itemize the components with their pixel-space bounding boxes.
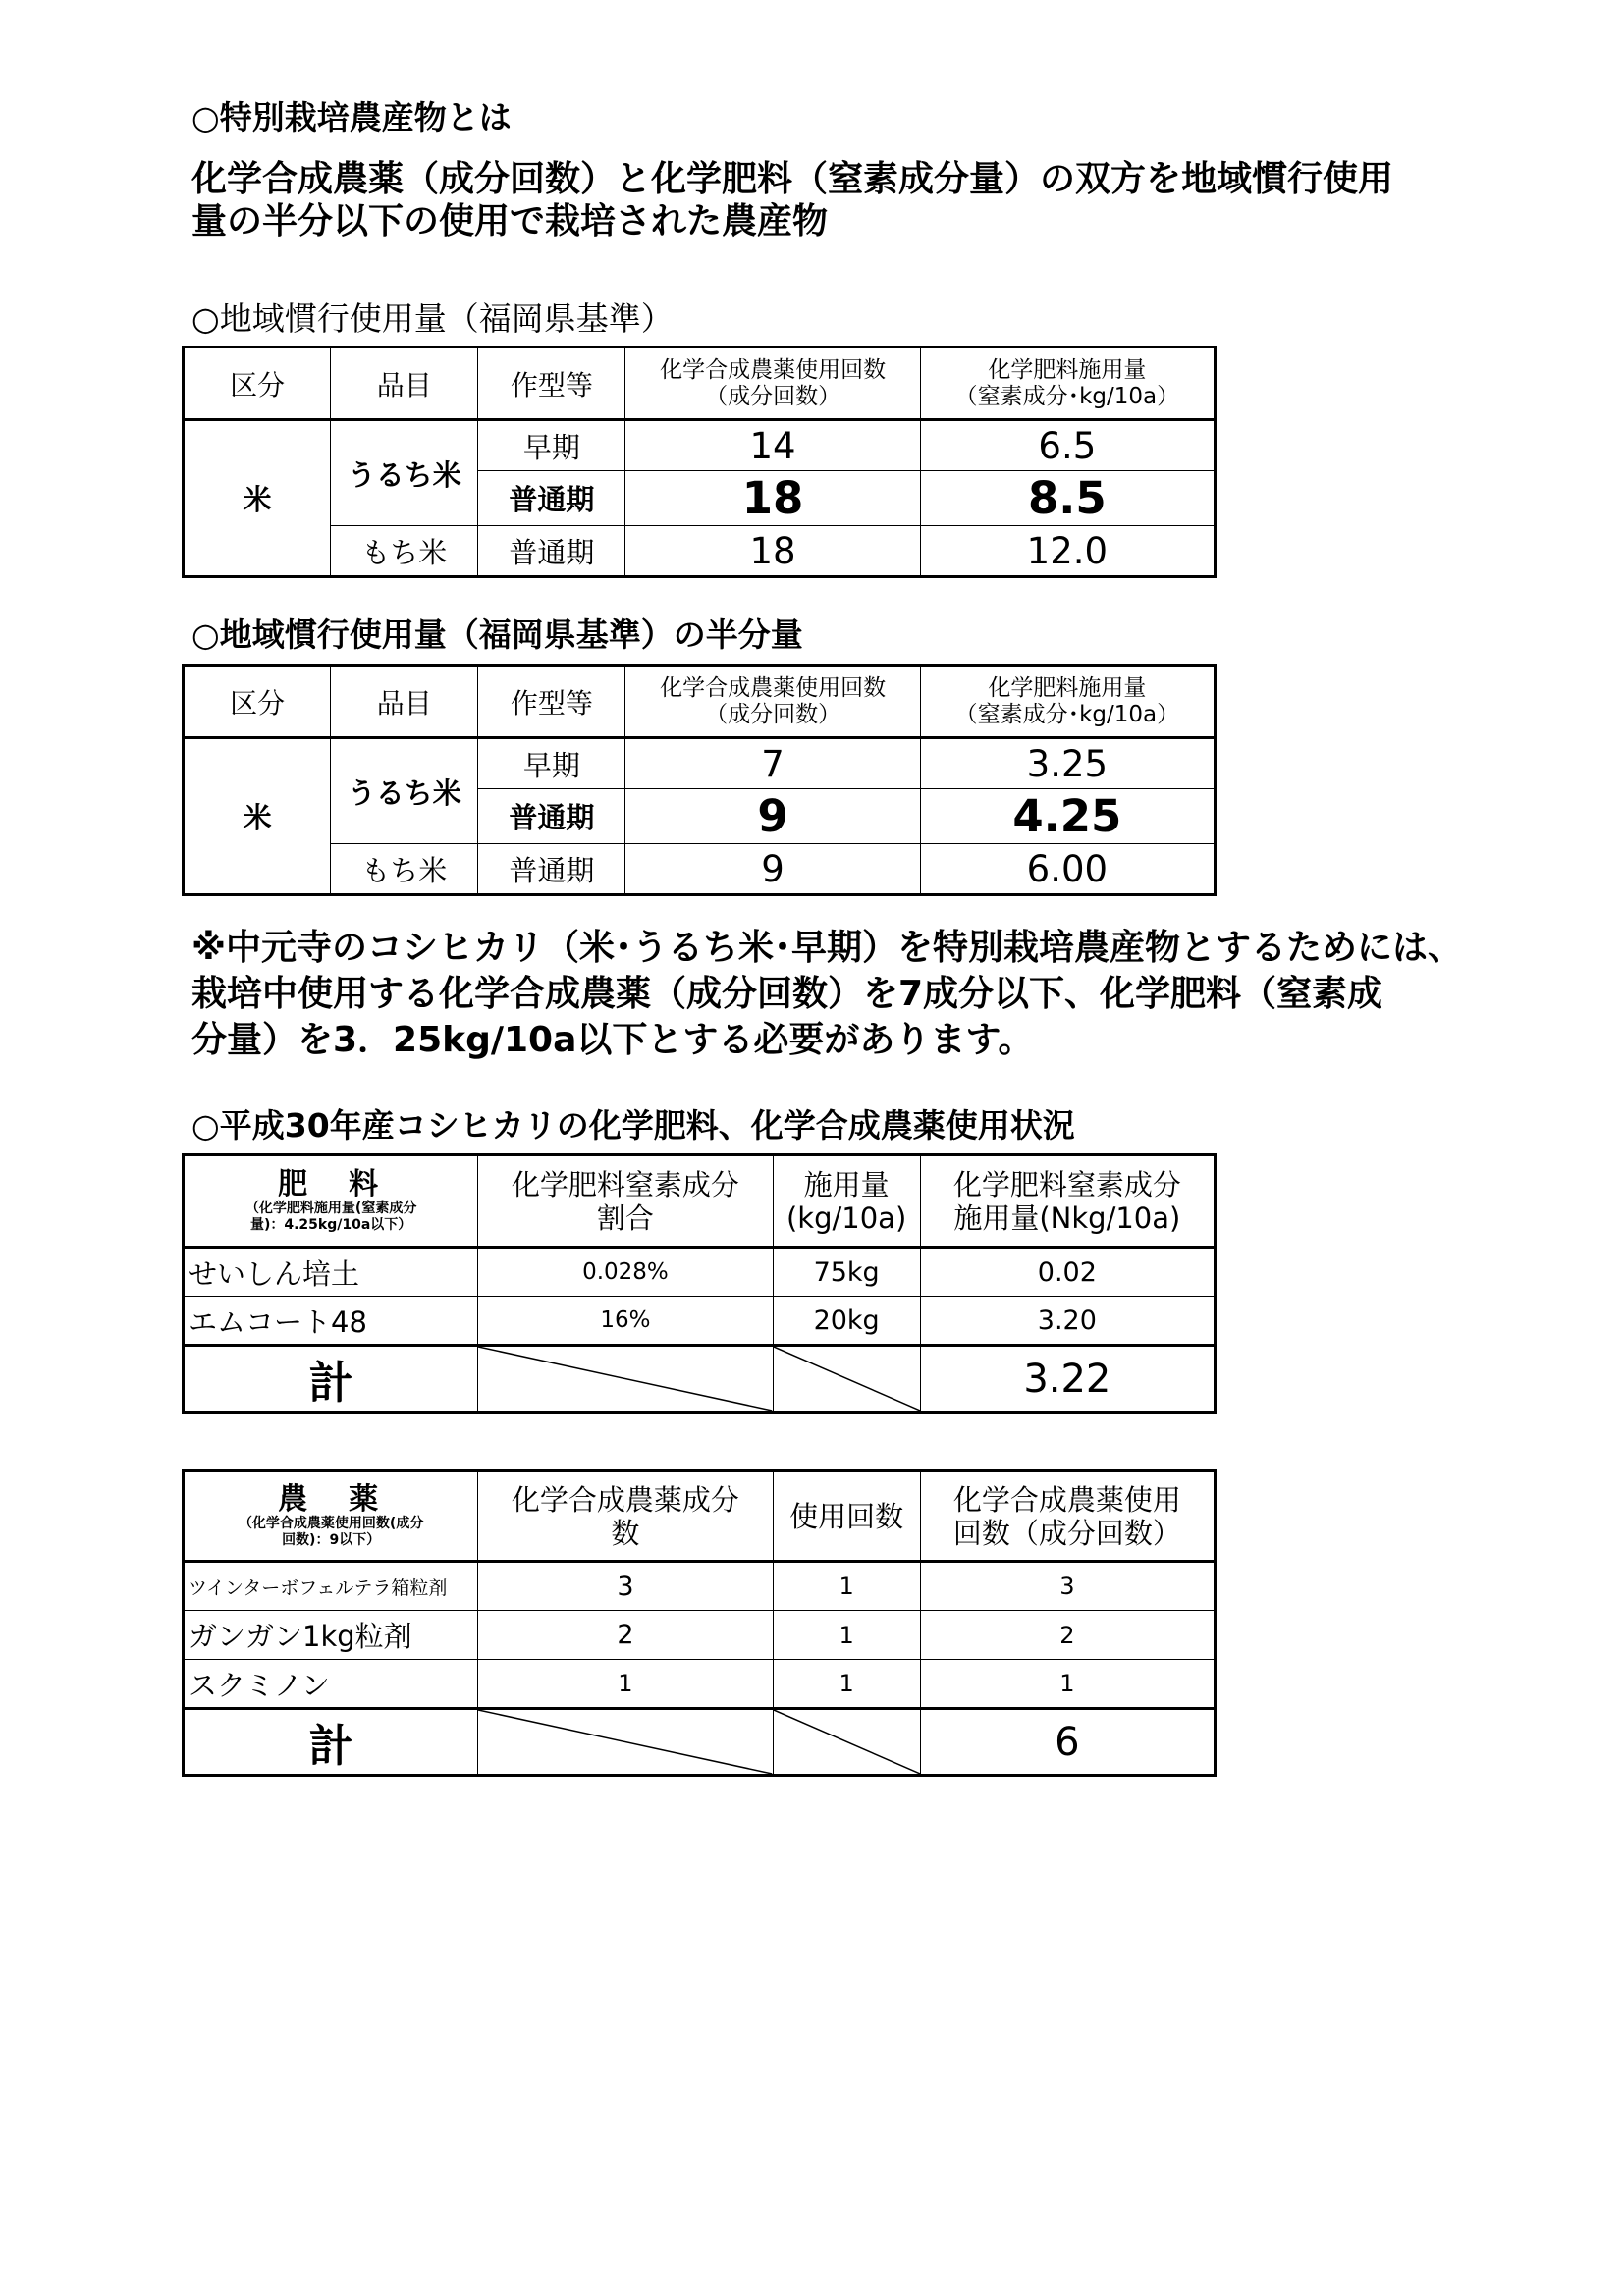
amount: 75kg [773, 1248, 920, 1297]
empty-cell [773, 1709, 920, 1776]
fertilizer-name: エムコート48 [184, 1297, 478, 1346]
definition-line1: 化学合成農薬（成分回数）と化学肥料（窒素成分量）の双方を地域慣行使用 [191, 159, 1394, 199]
fertilizer-value: 8.5 [920, 471, 1215, 526]
component-count: 1 [920, 1660, 1215, 1709]
pesticide-value: 14 [625, 420, 920, 471]
nitrogen-amount: 0.02 [920, 1248, 1215, 1297]
item-mochi: もち米 [331, 526, 478, 577]
table1-title: ○地域慣行使用量（福岡県基準） [191, 299, 674, 338]
empty-cell [478, 1346, 773, 1413]
component-count: 3 [920, 1562, 1215, 1611]
empty-cell [478, 1709, 773, 1776]
fertilizer-value: 6.00 [920, 844, 1215, 895]
header-item: 品目 [331, 666, 478, 738]
header-type: 作型等 [478, 666, 625, 738]
fertilizer-value: 4.25 [920, 789, 1215, 844]
note-line3: 分量）を3．25kg/10a以下とする必要があります。 [191, 1020, 1034, 1060]
header-fertilizer: 化学肥料施用量 （窒素成分･kg/10a） [920, 347, 1215, 420]
pesticide-value: 9 [625, 844, 920, 895]
note-line2: 栽培中使用する化学合成農薬（成分回数）を7成分以下、化学肥料（窒素成 [191, 974, 1383, 1014]
pesticide-name: ガンガン1kg粒剤 [184, 1611, 478, 1660]
component-count: 2 [920, 1611, 1215, 1660]
category-cell: 米 [184, 738, 331, 895]
uses: 1 [773, 1611, 920, 1660]
header-category: 区分 [184, 347, 331, 420]
type-cell: 普通期 [478, 526, 625, 577]
total-label: 計 [184, 1709, 478, 1776]
pesticide-name: ツインターボフェルテラ箱粒剤 [184, 1562, 478, 1611]
header-uses: 使用回数 [773, 1471, 920, 1562]
pesticide-usage-table [182, 1469, 1217, 1777]
pesticide-value: 9 [625, 789, 920, 844]
pesticide-value: 18 [625, 471, 920, 526]
header-component-count: 化学合成農薬使用 回数（成分回数） [920, 1471, 1215, 1562]
header-pesticide-name: 農 薬 （化学合成農薬使用回数(成分 回数)：9以下） [184, 1471, 478, 1562]
uses: 1 [773, 1660, 920, 1709]
components: 2 [478, 1611, 773, 1660]
type-cell: 早期 [478, 420, 625, 471]
pesticide-value: 18 [625, 526, 920, 577]
note-line1: ※中元寺のコシヒカリ（米･うるち米･早期）を特別栽培農産物とするためには、 [191, 928, 1463, 968]
item-mochi: もち米 [331, 844, 478, 895]
header-pesticide: 化学合成農薬使用回数 （成分回数） [625, 666, 920, 738]
header-fertilizer: 化学肥料施用量 （窒素成分･kg/10a） [920, 666, 1215, 738]
components: 1 [478, 1660, 773, 1709]
total-label: 計 [184, 1346, 478, 1413]
fertilizer-usage-table [182, 1153, 1217, 1414]
header-nitrogen-amount: 化学肥料窒素成分 施用量(Nkg/10a) [920, 1155, 1215, 1248]
item-uruchi: うるち米 [331, 738, 478, 844]
item-uruchi: うるち米 [331, 420, 478, 526]
components: 3 [478, 1562, 773, 1611]
pesticide-value: 7 [625, 738, 920, 789]
empty-cell [773, 1346, 920, 1413]
intro-heading: ○特別栽培農産物とは [191, 98, 512, 136]
fertilizer-name: せいしん培土 [184, 1248, 478, 1297]
header-pesticide: 化学合成農薬使用回数 （成分回数） [625, 347, 920, 420]
table2-title: ○地域慣行使用量（福岡県基準）の半分量 [191, 615, 803, 654]
fertilizer-value: 3.25 [920, 738, 1215, 789]
total-nitrogen: 3.22 [920, 1346, 1215, 1413]
nitrogen-amount: 3.20 [920, 1297, 1215, 1346]
standard-usage-table [182, 346, 1217, 578]
header-category: 区分 [184, 666, 331, 738]
type-cell: 普通期 [478, 471, 625, 526]
uses: 1 [773, 1562, 920, 1611]
header-components: 化学合成農薬成分 数 [478, 1471, 773, 1562]
nitrogen-ratio: 16% [478, 1297, 773, 1346]
pesticide-name: スクミノン [184, 1660, 478, 1709]
fertilizer-value: 12.0 [920, 526, 1215, 577]
fertilizer-value: 6.5 [920, 420, 1215, 471]
header-item: 品目 [331, 347, 478, 420]
table3-title: ○平成30年産コシヒカリの化学肥料、化学合成農薬使用状況 [191, 1106, 1075, 1145]
nitrogen-ratio: 0.028% [478, 1248, 773, 1297]
type-cell: 普通期 [478, 789, 625, 844]
category-cell: 米 [184, 420, 331, 577]
amount: 20kg [773, 1297, 920, 1346]
total-component-count: 6 [920, 1709, 1215, 1776]
type-cell: 早期 [478, 738, 625, 789]
header-fertilizer-name: 肥 料 （化学肥料施用量(窒素成分 量)：4.25kg/10a以下） [184, 1155, 478, 1248]
half-usage-table [182, 664, 1217, 896]
definition-line2: 量の半分以下の使用で栽培された農産物 [191, 201, 829, 241]
header-amount: 施用量 (kg/10a) [773, 1155, 920, 1248]
header-type: 作型等 [478, 347, 625, 420]
header-nitrogen-ratio: 化学肥料窒素成分 割合 [478, 1155, 773, 1248]
type-cell: 普通期 [478, 844, 625, 895]
